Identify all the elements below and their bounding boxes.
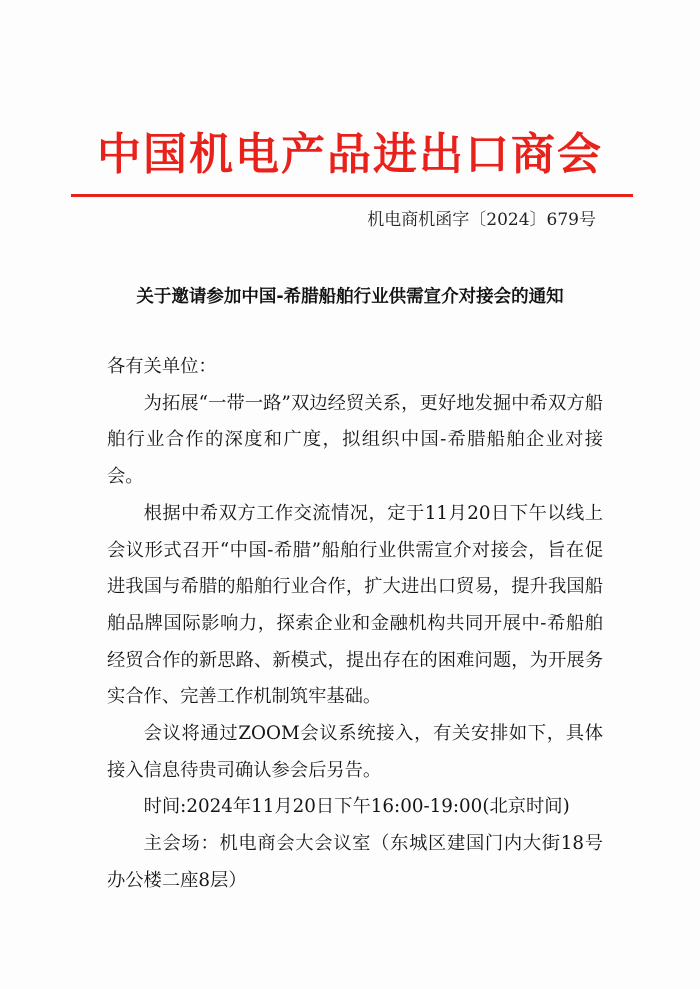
salutation: 各有关单位： <box>107 356 217 377</box>
letterhead-red-divider <box>71 194 633 197</box>
letterhead-org-name: 中国机电产品进出口商会 <box>97 129 603 180</box>
notice-title: 关于邀请参加中国-希腊船舶行业供需宣介对接会的通知 <box>136 287 564 307</box>
paragraph-meeting-purpose: 根据中希双方工作交流情况，定于11月20日下午以线上会议形式召开“中国-希腊”船舶行业供需宣介对接会，旨在促进我国与希腊的船舶行业合作，扩大进出口贸易，提升我国船舶品牌国际影响力，探索企业和金融机构共同开展中-希船舶经贸合作的新思路、新模式，提出存在的困难问题，为开展务实合作、完善工作机制筑牢基础。 <box>107 502 603 708</box>
notice-body <box>107 349 603 900</box>
paragraph-zoom-arrangement: 会议将通过ZOOM会议系统接入，有关安排如下，具体接入信息待贵司确认参会后另告。 <box>107 723 603 781</box>
paragraph-main-venue: 主会场：机电商会大会议室（东城区建国门内大街18号办公楼二座8层） <box>107 833 603 891</box>
document-number: 机电商机函字〔2024〕679号 <box>367 210 596 230</box>
paragraph-meeting-time: 时间:2024年11月20日下午16:00-19:00(北京时间) <box>143 796 570 818</box>
paragraph-intro: 为拓展“一带一路”双边经贸关系，更好地发掘中希双方船舶行业合作的深度和广度，拟组织中国-希腊船舶企业对接会。 <box>107 392 603 488</box>
